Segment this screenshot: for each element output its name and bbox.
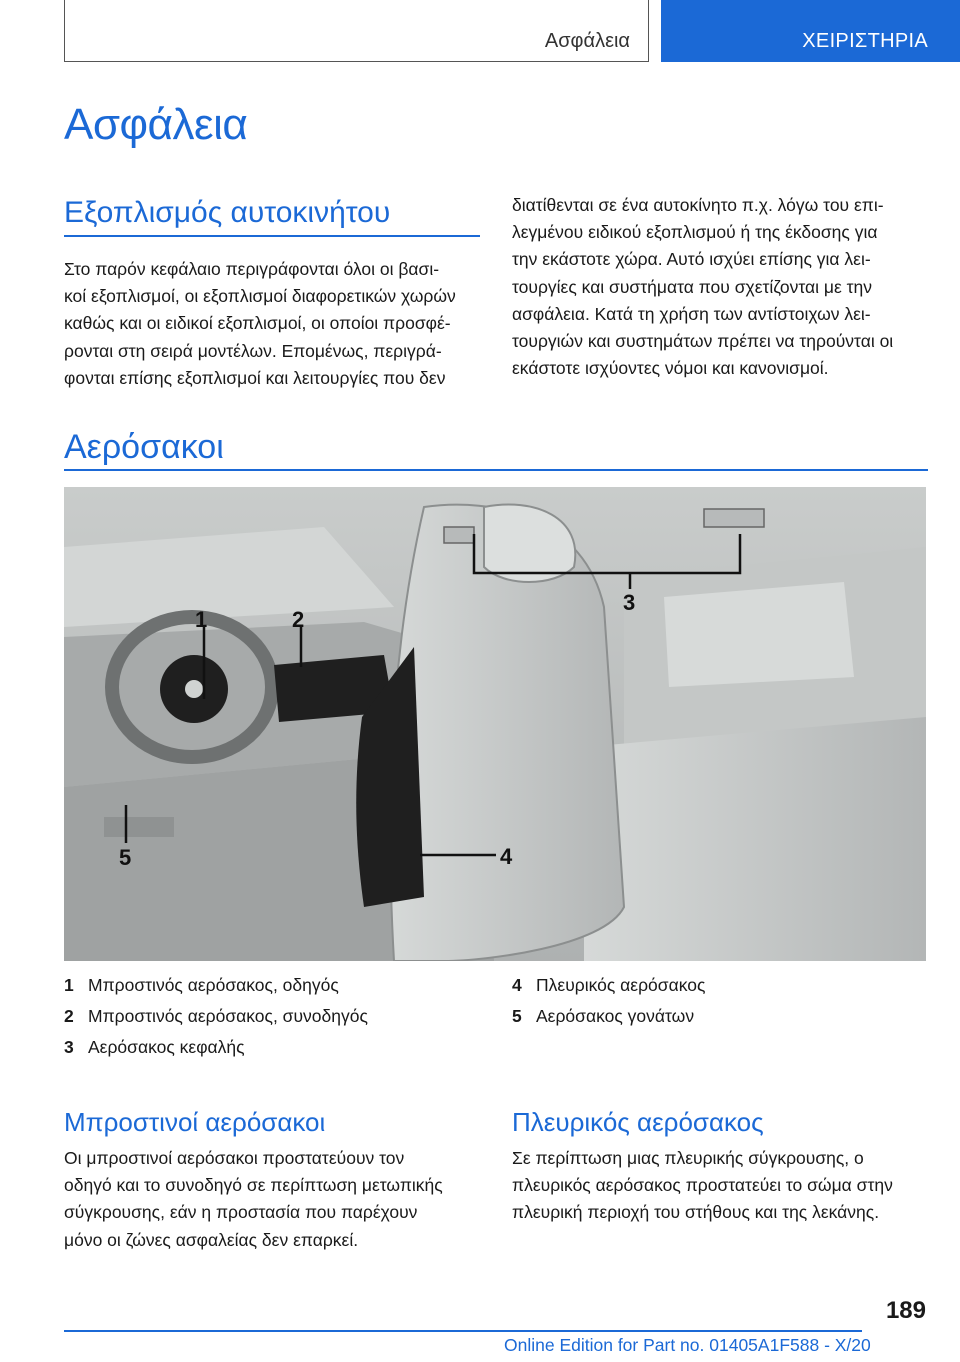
legend-item [512, 1001, 705, 1032]
text-line: πλευρικός αερόσακος προστατεύει το σώμα στην [512, 1175, 893, 1196]
legend-left [64, 970, 368, 1063]
callout-5: 5 [119, 845, 132, 870]
legend-item [64, 1032, 368, 1063]
legend-number: 1 [64, 975, 74, 995]
text-line: Στο παρόν κεφάλαιο περιγράφονται όλοι οι βασι‐ [64, 259, 440, 279]
text-line: λεγμένου ειδικού εξοπλισμού ή της έκδοσης για [512, 222, 878, 243]
legend-text: Πλευρικός αερόσακος [536, 975, 706, 995]
text-line: καθώς και οι ειδικοί εξοπλισμοί, οι οποίοι προσφέ‐ [64, 313, 451, 334]
legend-text: Αερόσακος κεφαλής [88, 1037, 245, 1057]
footer-rule [64, 1330, 862, 1332]
text-line: φονται επίσης εξοπλισμοί και λειτουργίες που δεν [64, 367, 446, 388]
header-manual-tab [661, 0, 960, 62]
equipment-text-left [64, 256, 484, 392]
text-line: διατίθενται σε ένα αυτοκίνητο π.χ. λόγω του επι‐ [512, 195, 884, 215]
legend-number: 3 [64, 1037, 74, 1057]
text-line: σύγκρουσης, εάν η προστασία που παρέχουν [64, 1202, 418, 1223]
callout-4: 4 [500, 844, 513, 869]
airbags-heading: Αερόσακοι [64, 428, 224, 466]
callout-3: 3 [623, 590, 636, 615]
text-line: μόνο οι ζώνες ασφαλείας δεν επαρκεί. [64, 1229, 359, 1250]
front-airbags-text [64, 1145, 494, 1254]
header-chapter-tab [64, 0, 649, 62]
page-number: 189 [885, 1297, 926, 1324]
front-airbags-heading: Μπροστινοί αερόσακοι [64, 1107, 326, 1137]
footer-edition: Online Edition for Part no. 01405A1F588 - X/20 [504, 1335, 871, 1355]
legend-item [512, 970, 705, 1001]
airbags-rule [64, 469, 928, 471]
page-title: Ασφάλεια [64, 100, 248, 149]
side-airbag-heading: Πλευρικός αερόσακος [512, 1107, 764, 1137]
legend-number: 5 [512, 1006, 522, 1026]
text-line: τουργίες και συστήματα που σχετίζονται με την [512, 276, 873, 297]
side-airbag-text [512, 1145, 942, 1227]
airbag-illustration [64, 487, 926, 961]
legend-text: Μπροστινός αερόσακος, οδηγός [88, 975, 339, 995]
text-line: εκάστοτε ισχύοντες νόμοι και κανονισμοί. [512, 358, 829, 379]
equipment-heading: Εξοπλισμός αυτοκινήτου [64, 196, 391, 229]
legend-number: 4 [512, 975, 522, 995]
text-line: Οι μπροστινοί αερόσακοι προστατεύουν τον [64, 1148, 405, 1168]
manual-tab-label: ΧΕΙΡΙΣΤΗΡΙΑ [802, 30, 928, 52]
legend-text: Μπροστινός αερόσακος, συνοδηγός [88, 1006, 368, 1026]
text-line: Σε περίπτωση μιας πλευρικής σύγκρουσης, ο [512, 1148, 864, 1168]
chapter-tab-label: Ασφάλεια [544, 30, 630, 52]
text-line: ρονται στη σειρά μοντέλων. Επομένως, περιγρά‐ [64, 340, 442, 361]
legend-right [512, 970, 705, 1032]
text-line: κοί εξοπλισμοί, οι εξοπλισμοί διαφορετικών χωρών [64, 286, 456, 307]
callout-2: 2 [292, 607, 305, 632]
text-line: πλευρική περιοχή του στήθους και της λεκάνης. [512, 1202, 880, 1223]
legend-text: Αερόσακος γονάτων [536, 1006, 695, 1026]
text-line: οδηγό και το συνοδηγό σε περίπτωση μετωπικής [64, 1175, 443, 1196]
equipment-text-right [512, 192, 932, 382]
callout-1: 1 [195, 607, 208, 632]
text-line: την εκάστοτε χώρα. Αυτό ισχύει επίσης για λει‐ [512, 249, 871, 270]
legend-number: 2 [64, 1006, 74, 1026]
text-line: τουργιών και συστημάτων πρέπει να τηρούνται οι [512, 331, 894, 352]
equipment-rule [64, 235, 480, 237]
text-line: ασφάλεια. Κατά τη χρήση των αντίστοιχων λει‐ [512, 303, 871, 324]
legend-item [64, 970, 368, 1001]
legend-item [64, 1001, 368, 1032]
